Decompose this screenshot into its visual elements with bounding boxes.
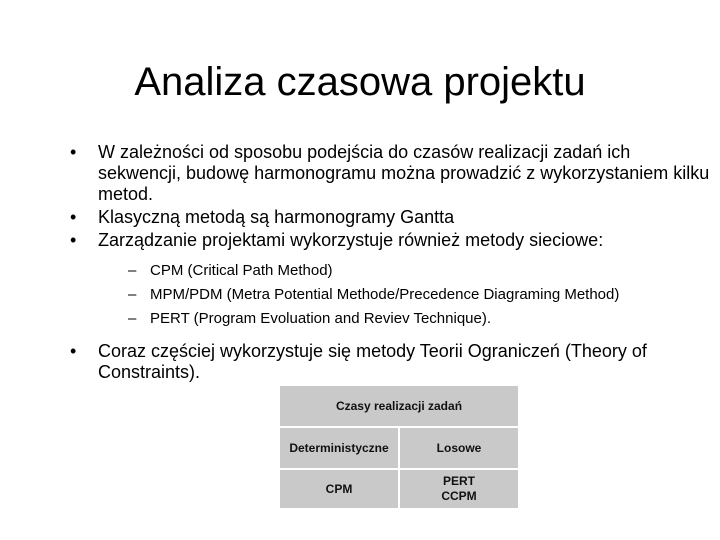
- sub-text: CPM (Critical Path Method): [150, 262, 333, 279]
- table-cell-pert-ccpm: [399, 469, 519, 509]
- sub-list: [70, 259, 710, 331]
- bullet-text: W zależności od sposobu podejścia do czasów realizacji zadań ich sekwencji, budowę harmonogramu można prowadzić z wykorzystaniem kilku metod.: [98, 142, 710, 204]
- sub-text: MPM/PDM (Metra Potential Methode/Precedence Diagraming Method): [150, 286, 620, 303]
- bullet-text: Klasyczną metodą są harmonogramy Gantta: [98, 207, 455, 227]
- bullet-item: [70, 230, 710, 251]
- methods-table: [278, 384, 520, 510]
- table-cell-cpm: CPM: [279, 469, 399, 509]
- table-cell-pert: PERT: [442, 474, 475, 488]
- sub-item: [128, 307, 710, 331]
- bullet-item: [70, 207, 710, 228]
- bullet-marker: •: [70, 341, 77, 361]
- table-col-deterministic: Deterministyczne: [279, 427, 399, 469]
- bullet-text: Coraz częściej wykorzystuje się metody Teorii Ograniczeń (Theory of Constraints).: [98, 341, 647, 382]
- bullet-item: [70, 341, 710, 383]
- bullet-marker: •: [70, 207, 77, 227]
- bullet-text: Zarządzanie projektami wykorzystuje również metody sieciowe:: [98, 230, 604, 250]
- sub-marker: –: [128, 286, 137, 303]
- methods-table-figure: [278, 384, 520, 506]
- sub-item: [128, 259, 710, 283]
- bullet-marker: •: [70, 230, 77, 250]
- sub-text: PERT (Program Evoluation and Reviev Technique).: [150, 310, 492, 327]
- sub-marker: –: [128, 310, 137, 327]
- table-header-cell: Czasy realizacji zadań: [279, 385, 519, 427]
- sub-item: [128, 283, 710, 307]
- bullet-marker: •: [70, 142, 77, 162]
- table-cell-ccpm: CCPM: [441, 489, 477, 503]
- table-col-random: Losowe: [399, 427, 519, 469]
- slide-title: Analiza czasowa projektu: [134, 60, 586, 104]
- bullet-item: [70, 142, 710, 205]
- sub-marker: –: [128, 262, 137, 279]
- bullet-list: [70, 142, 710, 385]
